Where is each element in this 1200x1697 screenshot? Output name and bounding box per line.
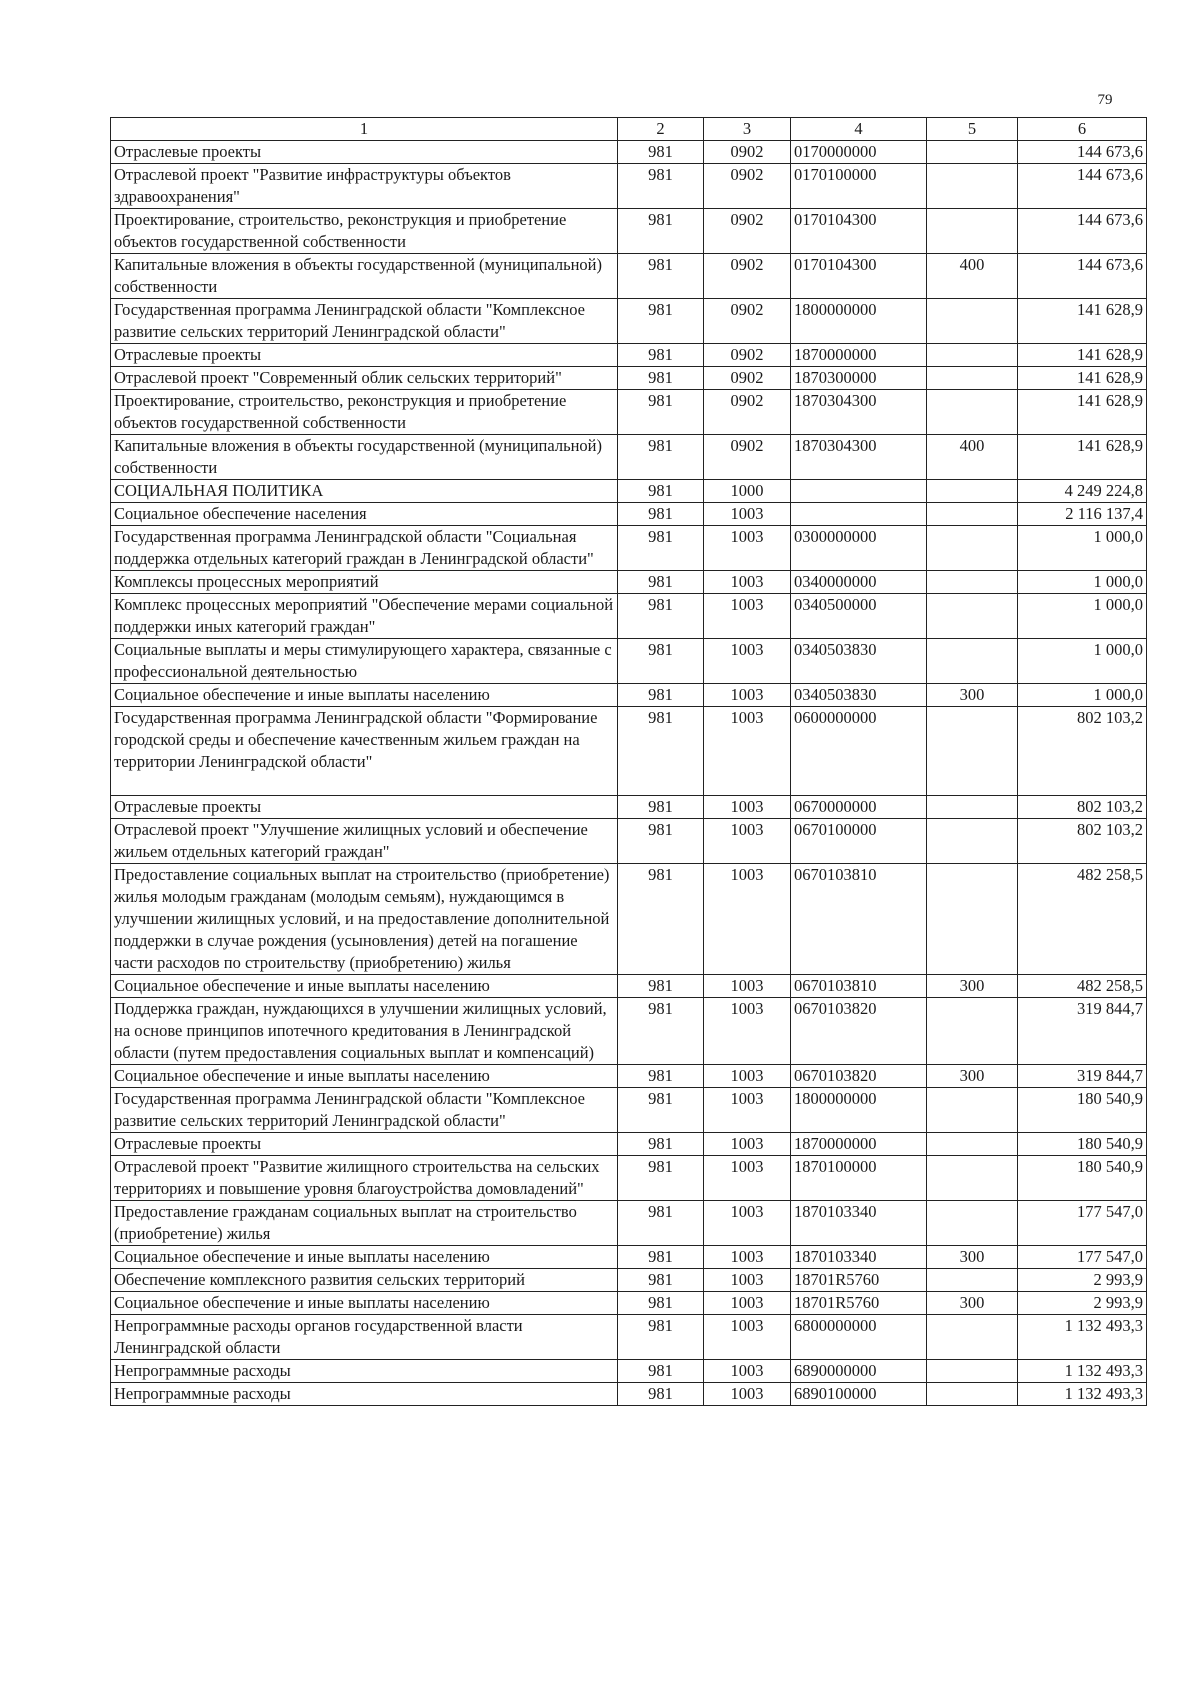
table-row [111, 1292, 1147, 1315]
row-code-target: 1870103340 [791, 1201, 927, 1246]
row-code-target: 0670103820 [791, 998, 927, 1065]
row-description: Государственная программа Ленинградской области "Комплексное развитие сельских территорий Ленинградской области" [111, 1088, 618, 1133]
row-description: Проектирование, строительство, реконструкция и приобретение объектов государственной собственности [111, 209, 618, 254]
table-row [111, 975, 1147, 998]
row-code-expense-type [927, 819, 1018, 864]
row-code-expense-type [927, 571, 1018, 594]
row-code-expense-type [927, 209, 1018, 254]
row-code-admin: 981 [618, 1246, 704, 1269]
row-code-admin: 981 [618, 254, 704, 299]
row-description: Предоставление гражданам социальных выплат на строительство (приобретение) жилья [111, 1201, 618, 1246]
header-row [111, 118, 1147, 141]
row-code-admin: 981 [618, 209, 704, 254]
row-amount: 4 249 224,8 [1018, 480, 1147, 503]
row-code-admin: 981 [618, 299, 704, 344]
row-code-target: 0170104300 [791, 209, 927, 254]
row-code-section: 1003 [704, 796, 791, 819]
budget-table [110, 117, 1147, 1406]
row-code-target: 6800000000 [791, 1315, 927, 1360]
row-code-target: 0340503830 [791, 639, 927, 684]
table-row [111, 344, 1147, 367]
row-code-expense-type [927, 526, 1018, 571]
row-code-expense-type: 300 [927, 1292, 1018, 1315]
row-description: Отраслевые проекты [111, 141, 618, 164]
row-code-expense-type: 300 [927, 684, 1018, 707]
row-code-target: 1870000000 [791, 1133, 927, 1156]
row-code-expense-type: 300 [927, 975, 1018, 998]
row-code-expense-type: 300 [927, 1246, 1018, 1269]
row-amount: 482 258,5 [1018, 864, 1147, 975]
row-code-target: 0300000000 [791, 526, 927, 571]
row-code-target: 0670100000 [791, 819, 927, 864]
row-code-expense-type [927, 1088, 1018, 1133]
row-description: Предоставление социальных выплат на строительство (приобретение) жилья молодым гражданам (молодым семьям), нуждающимся в улучшении жилищных условий, и на предоставление дополнительной поддержки в случае рождения (усыновления) детей на погашение части расходов по строительству (приобретению) жилья [111, 864, 618, 975]
row-code-section: 0902 [704, 254, 791, 299]
row-code-expense-type: 400 [927, 435, 1018, 480]
table-row [111, 480, 1147, 503]
row-code-section: 0902 [704, 344, 791, 367]
row-code-admin: 981 [618, 367, 704, 390]
page-number: 79 [1097, 92, 1113, 108]
row-code-expense-type [927, 1156, 1018, 1201]
row-code-section: 1003 [704, 684, 791, 707]
table-row [111, 1088, 1147, 1133]
row-code-section: 0902 [704, 435, 791, 480]
row-code-admin: 981 [618, 526, 704, 571]
row-code-target: 1870300000 [791, 367, 927, 390]
row-code-expense-type [927, 707, 1018, 796]
row-code-section: 1003 [704, 1088, 791, 1133]
row-description: Отраслевые проекты [111, 796, 618, 819]
row-code-admin: 981 [618, 1065, 704, 1088]
row-code-expense-type [927, 1269, 1018, 1292]
row-code-expense-type [927, 639, 1018, 684]
row-code-section: 1003 [704, 1292, 791, 1315]
row-description: Социальное обеспечение и иные выплаты населению [111, 1246, 618, 1269]
row-code-target: 1870000000 [791, 344, 927, 367]
row-code-section: 1003 [704, 975, 791, 998]
row-code-admin: 981 [618, 639, 704, 684]
row-code-expense-type [927, 1201, 1018, 1246]
row-code-admin: 981 [618, 390, 704, 435]
row-code-section: 1003 [704, 1360, 791, 1383]
table-row [111, 796, 1147, 819]
row-code-target: 0340500000 [791, 594, 927, 639]
header-cell-2: 2 [618, 118, 704, 141]
row-code-admin: 981 [618, 571, 704, 594]
row-code-target: 18701R5760 [791, 1269, 927, 1292]
row-code-section: 1003 [704, 639, 791, 684]
row-code-admin: 981 [618, 480, 704, 503]
row-code-target: 0340000000 [791, 571, 927, 594]
row-code-target [791, 503, 927, 526]
row-description: Комплекс процессных мероприятий "Обеспечение мерами социальной поддержки иных категорий граждан" [111, 594, 618, 639]
row-code-admin: 981 [618, 141, 704, 164]
row-code-target: 1870304300 [791, 390, 927, 435]
row-description: Обеспечение комплексного развития сельских территорий [111, 1269, 618, 1292]
row-code-target: 0670103820 [791, 1065, 927, 1088]
row-code-section: 1003 [704, 594, 791, 639]
row-amount: 177 547,0 [1018, 1201, 1147, 1246]
row-description: СОЦИАЛЬНАЯ ПОЛИТИКА [111, 480, 618, 503]
row-amount: 802 103,2 [1018, 796, 1147, 819]
row-amount: 141 628,9 [1018, 367, 1147, 390]
row-code-target: 1870304300 [791, 435, 927, 480]
row-code-admin: 981 [618, 1133, 704, 1156]
row-description: Непрограммные расходы органов государственной власти Ленинградской области [111, 1315, 618, 1360]
row-description: Отраслевой проект "Развитие жилищного строительства на сельских территориях и повышение уровня благоустройства домовладений" [111, 1156, 618, 1201]
row-code-section: 0902 [704, 367, 791, 390]
row-code-expense-type [927, 480, 1018, 503]
row-amount: 1 132 493,3 [1018, 1383, 1147, 1406]
table-row [111, 864, 1147, 975]
table-row [111, 639, 1147, 684]
row-amount: 2 993,9 [1018, 1292, 1147, 1315]
row-description: Комплексы процессных мероприятий [111, 571, 618, 594]
row-amount: 141 628,9 [1018, 435, 1147, 480]
row-code-admin: 981 [618, 1201, 704, 1246]
table-row [111, 1065, 1147, 1088]
table-row [111, 435, 1147, 480]
table-row [111, 1269, 1147, 1292]
row-amount: 802 103,2 [1018, 819, 1147, 864]
table-row [111, 390, 1147, 435]
row-code-section: 1003 [704, 1065, 791, 1088]
row-description: Поддержка граждан, нуждающихся в улучшении жилищных условий, на основе принципов ипотечного кредитования в Ленинградской области (путем предоставления социальных выплат и компенсаций) [111, 998, 618, 1065]
table-row [111, 1156, 1147, 1201]
row-code-target: 18701R5760 [791, 1292, 927, 1315]
row-code-section: 0902 [704, 164, 791, 209]
row-code-target: 6890000000 [791, 1360, 927, 1383]
row-code-target [791, 480, 927, 503]
row-code-admin: 981 [618, 684, 704, 707]
header-cell-4: 4 [791, 118, 927, 141]
row-code-expense-type [927, 1315, 1018, 1360]
row-amount: 2 993,9 [1018, 1269, 1147, 1292]
row-amount: 1 000,0 [1018, 684, 1147, 707]
row-description: Капитальные вложения в объекты государственной (муниципальной) собственности [111, 254, 618, 299]
row-description: Социальное обеспечение и иные выплаты населению [111, 684, 618, 707]
row-description: Отраслевые проекты [111, 344, 618, 367]
row-code-admin: 981 [618, 796, 704, 819]
row-code-expense-type [927, 503, 1018, 526]
row-description: Социальное обеспечение и иные выплаты населению [111, 1292, 618, 1315]
table-row [111, 819, 1147, 864]
row-code-target: 1800000000 [791, 1088, 927, 1133]
row-code-admin: 981 [618, 1383, 704, 1406]
row-code-target: 0670000000 [791, 796, 927, 819]
row-code-target: 0670103810 [791, 975, 927, 998]
row-description: Непрограммные расходы [111, 1383, 618, 1406]
table-row [111, 526, 1147, 571]
row-amount: 144 673,6 [1018, 254, 1147, 299]
row-amount: 144 673,6 [1018, 164, 1147, 209]
row-code-expense-type [927, 1360, 1018, 1383]
row-code-admin: 981 [618, 975, 704, 998]
row-description: Непрограммные расходы [111, 1360, 618, 1383]
row-code-section: 1003 [704, 998, 791, 1065]
row-amount: 2 116 137,4 [1018, 503, 1147, 526]
table-row [111, 998, 1147, 1065]
row-code-target: 1870103340 [791, 1246, 927, 1269]
row-code-expense-type [927, 594, 1018, 639]
row-code-section: 0902 [704, 209, 791, 254]
row-code-expense-type: 300 [927, 1065, 1018, 1088]
row-code-section: 1003 [704, 864, 791, 975]
row-code-admin: 981 [618, 998, 704, 1065]
table-row [111, 1360, 1147, 1383]
row-code-section: 1003 [704, 707, 791, 796]
row-amount: 141 628,9 [1018, 299, 1147, 344]
row-code-section: 1003 [704, 1156, 791, 1201]
row-code-expense-type [927, 367, 1018, 390]
row-amount: 1 132 493,3 [1018, 1360, 1147, 1383]
header-cell-1: 1 [111, 118, 618, 141]
row-code-section: 1003 [704, 819, 791, 864]
row-code-admin: 981 [618, 435, 704, 480]
row-code-admin: 981 [618, 1156, 704, 1201]
row-description: Государственная программа Ленинградской области "Формирование городской среды и обеспечение качественным жильем граждан на территории Ленинградской области" [111, 707, 618, 796]
row-description: Отраслевой проект "Современный облик сельских территорий" [111, 367, 618, 390]
row-code-admin: 981 [618, 1360, 704, 1383]
row-amount: 1 000,0 [1018, 594, 1147, 639]
table-row [111, 1133, 1147, 1156]
row-code-admin: 981 [618, 1315, 704, 1360]
row-code-admin: 981 [618, 707, 704, 796]
table-row [111, 141, 1147, 164]
row-amount: 1 132 493,3 [1018, 1315, 1147, 1360]
row-amount: 1 000,0 [1018, 526, 1147, 571]
row-description: Капитальные вложения в объекты государственной (муниципальной) собственности [111, 435, 618, 480]
row-code-target: 6890100000 [791, 1383, 927, 1406]
table-row [111, 1315, 1147, 1360]
row-amount: 144 673,6 [1018, 141, 1147, 164]
row-code-expense-type [927, 1133, 1018, 1156]
table-row [111, 209, 1147, 254]
table-row [111, 1383, 1147, 1406]
row-amount: 1 000,0 [1018, 571, 1147, 594]
header-cell-5: 5 [927, 118, 1018, 141]
table-row [111, 1246, 1147, 1269]
row-code-section: 1003 [704, 503, 791, 526]
row-code-section: 0902 [704, 141, 791, 164]
row-amount: 319 844,7 [1018, 1065, 1147, 1088]
row-description: Социальные выплаты и меры стимулирующего характера, связанные с профессиональной деятельностью [111, 639, 618, 684]
row-description: Проектирование, строительство, реконструкция и приобретение объектов государственной собственности [111, 390, 618, 435]
row-code-section: 1003 [704, 1315, 791, 1360]
row-description: Государственная программа Ленинградской области "Комплексное развитие сельских территорий Ленинградской области" [111, 299, 618, 344]
row-description: Государственная программа Ленинградской области "Социальная поддержка отдельных категорий граждан в Ленинградской области" [111, 526, 618, 571]
table-row [111, 299, 1147, 344]
row-amount: 180 540,9 [1018, 1088, 1147, 1133]
table-row [111, 594, 1147, 639]
row-code-section: 1003 [704, 1269, 791, 1292]
table-row [111, 571, 1147, 594]
table-row [111, 684, 1147, 707]
row-code-section: 1003 [704, 526, 791, 571]
row-code-target: 0670103810 [791, 864, 927, 975]
row-code-admin: 981 [618, 503, 704, 526]
row-code-admin: 981 [618, 1269, 704, 1292]
header-cell-3: 3 [704, 118, 791, 141]
row-code-section: 1000 [704, 480, 791, 503]
row-code-expense-type [927, 344, 1018, 367]
row-code-section: 1003 [704, 1383, 791, 1406]
row-amount: 141 628,9 [1018, 390, 1147, 435]
row-code-section: 0902 [704, 390, 791, 435]
row-amount: 180 540,9 [1018, 1133, 1147, 1156]
row-description: Отраслевой проект "Развитие инфраструктуры объектов здравоохранения" [111, 164, 618, 209]
table-row [111, 164, 1147, 209]
row-description: Социальное обеспечение населения [111, 503, 618, 526]
row-code-admin: 981 [618, 594, 704, 639]
row-description: Отраслевые проекты [111, 1133, 618, 1156]
row-code-expense-type [927, 299, 1018, 344]
table-body [111, 141, 1147, 1406]
row-code-admin: 981 [618, 864, 704, 975]
row-description: Отраслевой проект "Улучшение жилищных условий и обеспечение жильем отдельных категорий граждан" [111, 819, 618, 864]
row-code-section: 1003 [704, 1133, 791, 1156]
row-amount: 144 673,6 [1018, 209, 1147, 254]
row-code-admin: 981 [618, 819, 704, 864]
row-code-expense-type [927, 1383, 1018, 1406]
row-code-target: 1800000000 [791, 299, 927, 344]
row-code-admin: 981 [618, 344, 704, 367]
row-code-target: 1870100000 [791, 1156, 927, 1201]
row-amount: 482 258,5 [1018, 975, 1147, 998]
row-amount: 141 628,9 [1018, 344, 1147, 367]
row-code-admin: 981 [618, 1088, 704, 1133]
row-code-section: 1003 [704, 1201, 791, 1246]
row-code-target: 0170100000 [791, 164, 927, 209]
row-code-section: 0902 [704, 299, 791, 344]
row-code-admin: 981 [618, 1292, 704, 1315]
table-row [111, 1201, 1147, 1246]
row-code-expense-type [927, 164, 1018, 209]
row-code-expense-type [927, 796, 1018, 819]
row-amount: 177 547,0 [1018, 1246, 1147, 1269]
row-code-section: 1003 [704, 571, 791, 594]
row-amount: 1 000,0 [1018, 639, 1147, 684]
table-row [111, 503, 1147, 526]
row-code-target: 0600000000 [791, 707, 927, 796]
row-amount: 802 103,2 [1018, 707, 1147, 796]
row-code-target: 0340503830 [791, 684, 927, 707]
row-code-expense-type [927, 864, 1018, 975]
table-row [111, 254, 1147, 299]
row-code-target: 0170104300 [791, 254, 927, 299]
header-cell-6: 6 [1018, 118, 1147, 141]
row-description: Социальное обеспечение и иные выплаты населению [111, 1065, 618, 1088]
row-description: Социальное обеспечение и иные выплаты населению [111, 975, 618, 998]
row-code-admin: 981 [618, 164, 704, 209]
row-code-expense-type: 400 [927, 254, 1018, 299]
row-code-target: 0170000000 [791, 141, 927, 164]
row-code-expense-type [927, 998, 1018, 1065]
row-amount: 319 844,7 [1018, 998, 1147, 1065]
row-code-expense-type [927, 141, 1018, 164]
row-code-expense-type [927, 390, 1018, 435]
table-row [111, 367, 1147, 390]
row-code-section: 1003 [704, 1246, 791, 1269]
row-amount: 180 540,9 [1018, 1156, 1147, 1201]
table-row [111, 707, 1147, 796]
